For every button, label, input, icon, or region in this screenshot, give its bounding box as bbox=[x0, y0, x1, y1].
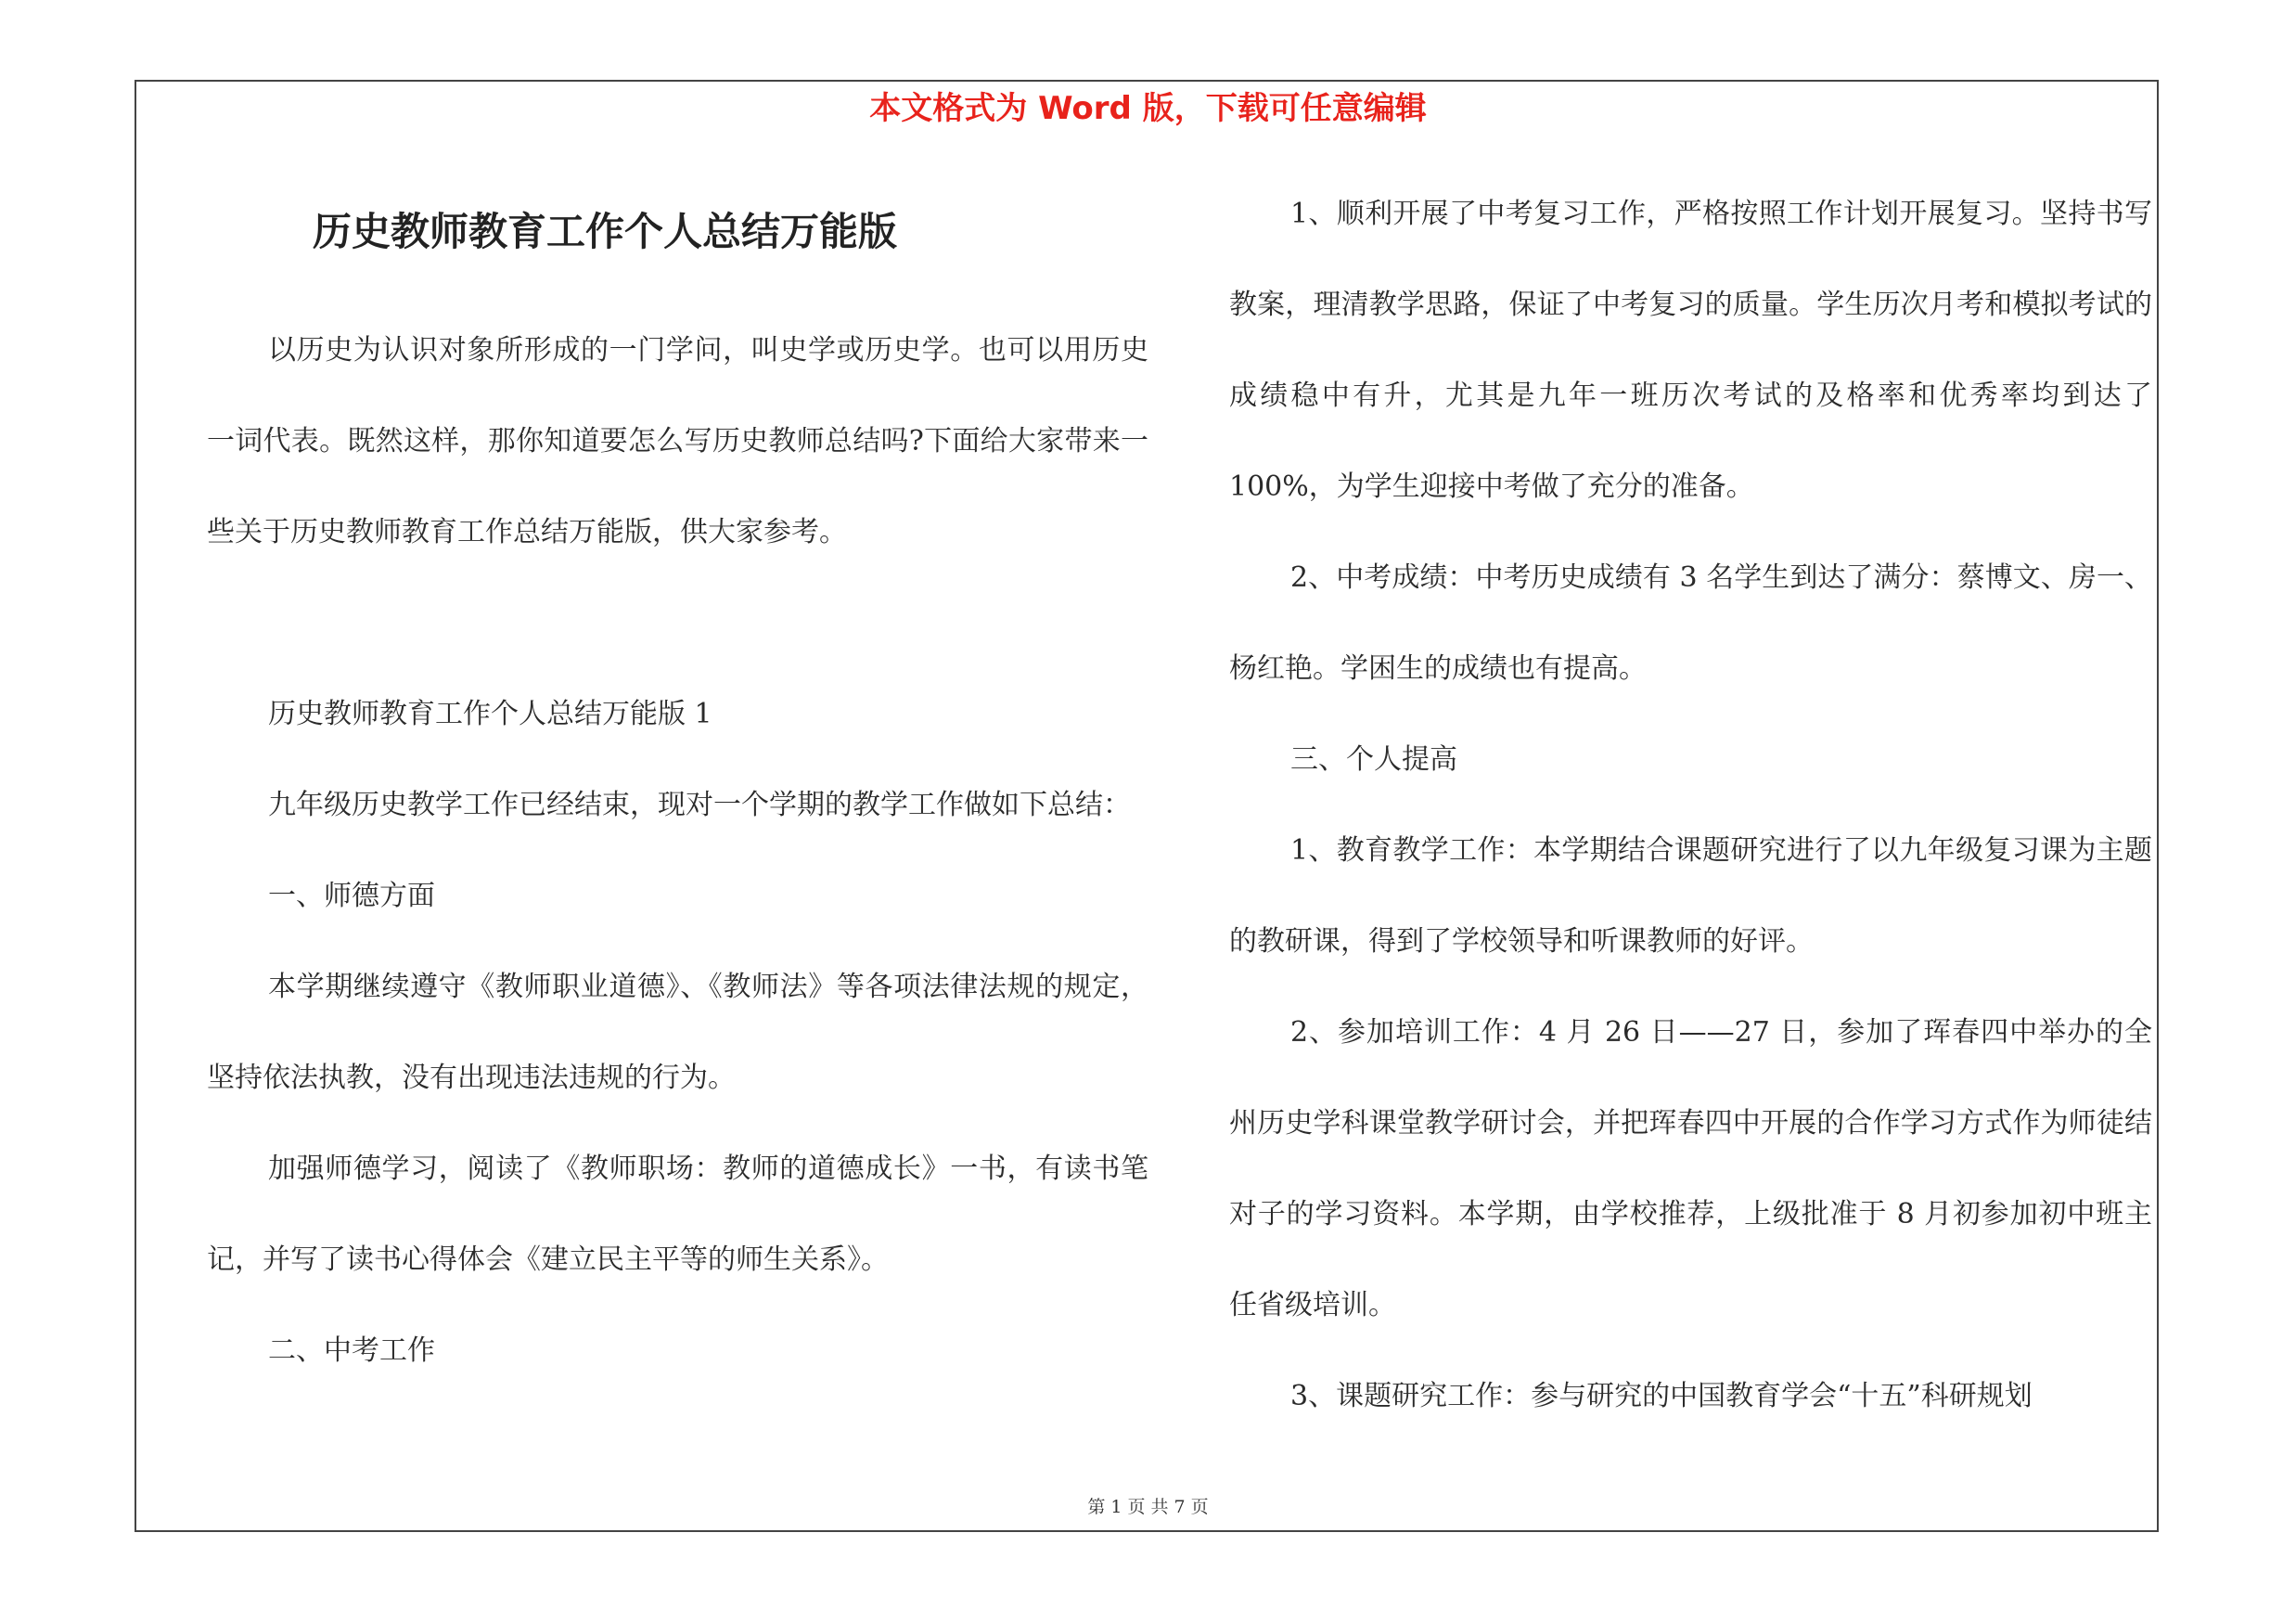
section-heading: 一、师德方面 bbox=[268, 880, 435, 912]
paragraph: 九年级历史教学工作已经结束，现对一个学期的教学工作做如下总结： bbox=[268, 789, 1131, 821]
left-column bbox=[207, 305, 1148, 1397]
paragraph: 2、参加培训工作：4 月 26 日——27 日，参加了珲春四中举办的全州历史学科课堂教学研讨会，并把珲春四中开展的合作学习方式作为师徒结对子的学习资料。本学期，由学校推荐，上级批准于 8 月初参加初中班主任省级培训。 bbox=[1229, 1016, 2152, 1321]
spacer bbox=[207, 578, 1148, 669]
paragraph: 1、顺利开展了中考复习工作，严格按照工作计划开展复习。坚持书写教案，理清教学思路，保证了中考复习的质量。学生历次月考和模拟考试的成绩稳中有升，尤其是九年一班历次考试的及格率和优秀率均到达了 100%，为学生迎接中考做了充分的准备。 bbox=[1229, 198, 2152, 503]
intro-paragraph: 以历史为认识对象所形成的一门学问，叫史学或历史学。也可以用历史一词代表。既然这样，那你知道要怎么写历史教师总结吗?下面给大家带来一些关于历史教师教育工作总结万能版，供大家参考。 bbox=[207, 334, 1148, 548]
section-heading: 三、个人提高 bbox=[1290, 743, 1457, 776]
paragraph: 3、课题研究工作：参与研究的中国教育学会“十五”科研规划 bbox=[1290, 1380, 2033, 1412]
paragraph: 2、中考成绩：中考历史成绩有 3 名学生到达了满分：蔡博文、房一、杨红艳。学困生的成绩也有提高。 bbox=[1229, 561, 2152, 685]
right-column bbox=[1229, 169, 2152, 1442]
paragraph: 本学期继续遵守《教师职业道德》、《教师法》等各项法律法规的规定，坚持依法执教，没有出现违法违规的行为。 bbox=[207, 971, 1148, 1094]
paragraph: 加强师德学习，阅读了《教师职场：教师的道德成长》一书，有读书笔记，并写了读书心得体会《建立民主平等的师生关系》。 bbox=[207, 1153, 1148, 1276]
document-title: 历史教师教育工作个人总结万能版 bbox=[313, 209, 898, 254]
word-format-banner: 本文格式为 Word 版，下载可任意编辑 bbox=[869, 90, 1427, 127]
subheading: 历史教师教育工作个人总结万能版 1 bbox=[268, 698, 712, 730]
page-number-footer: 第 1 页 共 7 页 bbox=[1087, 1497, 1209, 1517]
paragraph: 1、教育教学工作：本学期结合课题研究进行了以九年级复习课为主题的教研课，得到了学校领导和听课教师的好评。 bbox=[1229, 834, 2152, 958]
section-heading: 二、中考工作 bbox=[268, 1334, 435, 1367]
